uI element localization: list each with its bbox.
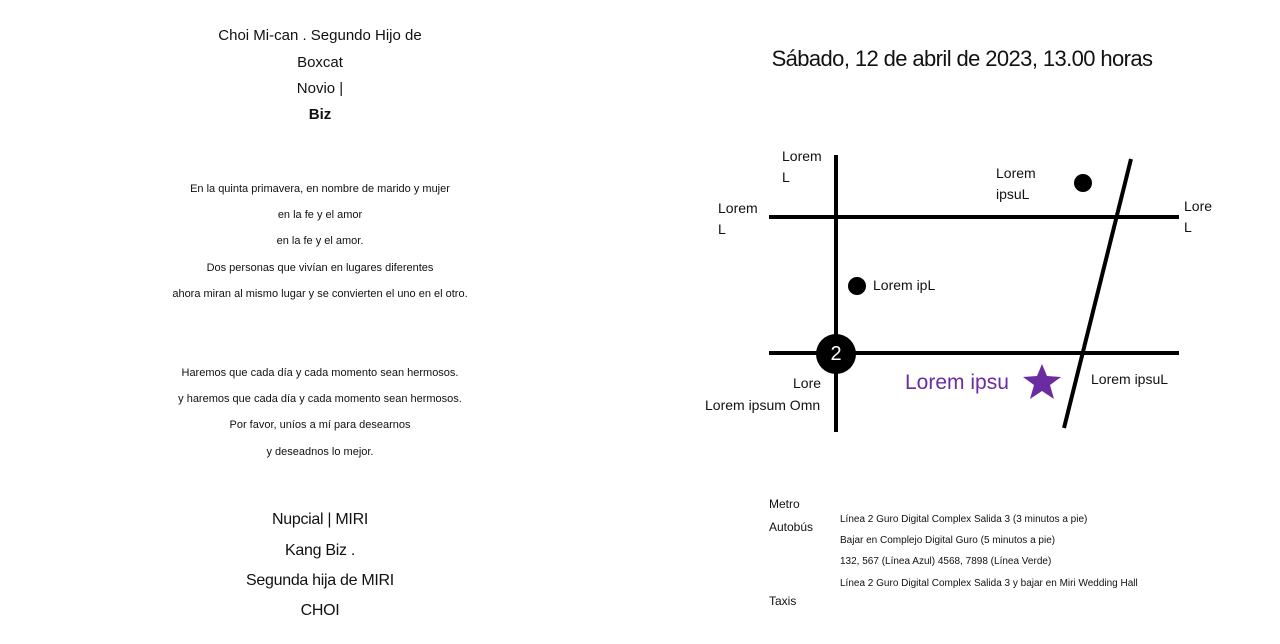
- message-line: y deseadnos lo mejor.: [266, 446, 374, 458]
- message-line: en la fe y el amor: [277, 209, 363, 221]
- message-line: en la fe y el amor.: [276, 235, 364, 247]
- message-line: y haremos que cada día y cada momento sean hermosos.: [178, 393, 462, 405]
- groom-name: Biz: [308, 106, 332, 123]
- bride-role: Nupcial | MIRI: [272, 511, 368, 528]
- metro-label: Metro: [769, 498, 800, 510]
- location-map: [700, 140, 1240, 440]
- metro-label-clip: [769, 498, 829, 510]
- transport-detail: Línea 2 Guro Digital Complex Salida 3 (3 minutos a pie): [840, 514, 1088, 525]
- message-line: Haremos que cada día y cada momento sean hermosos.: [181, 367, 459, 379]
- map-label-bottom-right: Lorem ipsuL: [1091, 371, 1169, 387]
- bus-label: Autobús: [769, 520, 814, 534]
- landmark-dot-icon: [848, 277, 866, 295]
- map-label-bottom-left-2: Lorem ipsum Omn: [705, 397, 821, 413]
- bride-relation: Segunda hija de MIRI: [246, 572, 394, 589]
- message-line: En la quinta primavera, en nombre de marido y mujer: [190, 183, 450, 195]
- groom-parents-line: Choi Mi-can . Segundo Hijo de: [218, 27, 422, 44]
- bride-name: CHOI: [300, 602, 340, 619]
- message-line: Dos personas que vivían en lugares diferentes: [206, 262, 434, 274]
- message-line: ahora miran al mismo lugar y se convierten el uno en el otro.: [172, 288, 468, 300]
- transport-detail: Línea 2 Guro Digital Complex Salida 3 y bajar en Miri Wedding Hall: [840, 578, 1138, 589]
- taxi-label: Taxis: [769, 594, 797, 608]
- map-label-mid: Lorem ipL: [873, 277, 936, 293]
- transport-detail: Bajar en Complejo Digital Guro (5 minutos a pie): [840, 535, 1056, 546]
- map-label-right: Lore L: [1184, 198, 1213, 235]
- star-icon: [1023, 364, 1061, 399]
- station-number: 2: [830, 343, 842, 365]
- map-label-bottom-left: Lore: [793, 375, 822, 391]
- groom-father-name: Boxcat: [297, 54, 343, 71]
- landmark-dot-icon: [1074, 174, 1092, 192]
- transport-detail: 132, 567 (Línea Azul) 4568, 7898 (Línea Verde): [840, 556, 1052, 567]
- bride-parents-line: Kang Biz .: [285, 542, 355, 559]
- groom-role: Novio |: [296, 80, 344, 97]
- map-label-top-right: Lorem ipsuL: [996, 165, 1036, 202]
- message-line: Por favor, uníos a mí para desearnos: [229, 419, 411, 431]
- event-date: Sábado, 12 de abril de 2023, 13.00 horas: [771, 46, 1153, 71]
- map-label-top-left: Lorem L: [782, 148, 822, 185]
- venue-label: Lorem ipsu: [905, 371, 1009, 394]
- map-label-left: Lorem L: [718, 200, 758, 237]
